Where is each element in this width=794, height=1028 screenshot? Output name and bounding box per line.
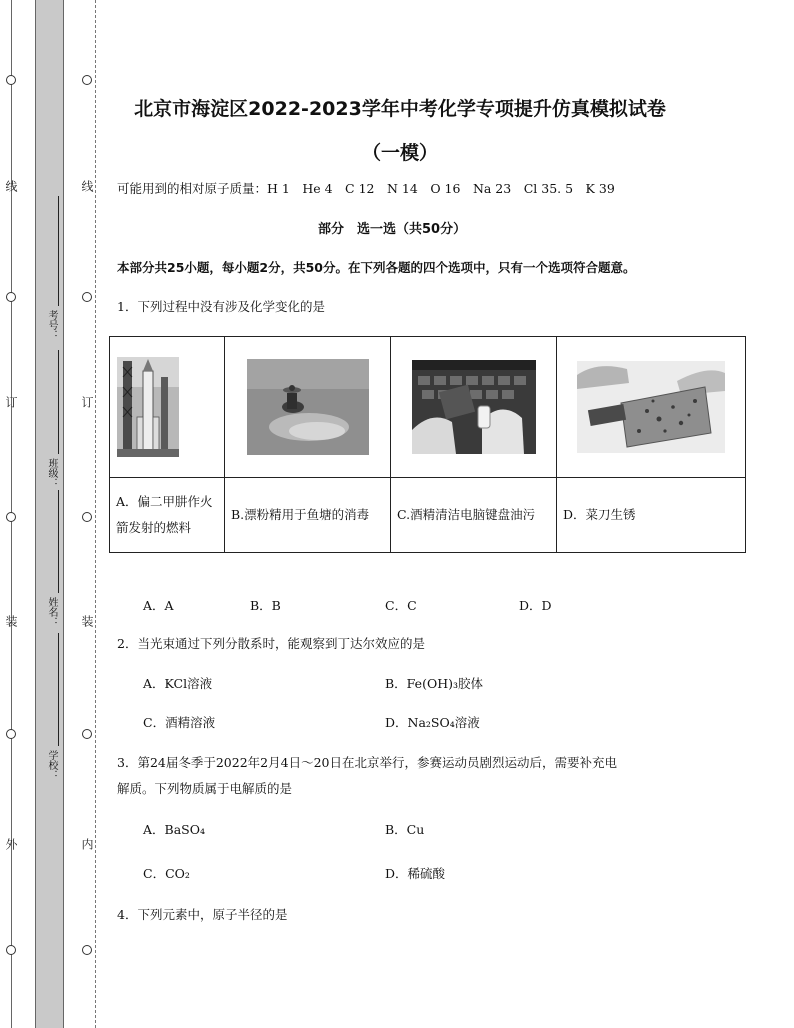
table-cell-option-c bbox=[391, 478, 557, 553]
margin-char-ding-inner: 订 bbox=[80, 396, 94, 408]
field-line-exam-number[interactable] bbox=[58, 196, 59, 306]
punch-hole bbox=[6, 75, 16, 85]
keyboard-cleaning-image bbox=[412, 360, 536, 454]
cut-dashed-line bbox=[95, 0, 96, 1028]
section-heading: 部分 选一选（共50分） bbox=[318, 222, 467, 237]
field-label-class: 班级： bbox=[46, 458, 57, 488]
punch-hole bbox=[82, 945, 92, 955]
table-cell-option-b bbox=[225, 478, 391, 553]
punch-hole bbox=[6, 292, 16, 302]
question-3-stem-line-2: 解质。下列物质属于电解质的是 bbox=[117, 781, 293, 796]
q3-option-a[interactable]: A．BaSO₄ bbox=[143, 822, 205, 837]
margin-char-wai-outer: 外 bbox=[4, 838, 18, 850]
table-cell-text-b: B.漂粉精用于鱼塘的消毒 bbox=[231, 507, 370, 522]
field-line-class[interactable] bbox=[58, 350, 59, 454]
q3-option-c[interactable]: C．CO₂ bbox=[143, 866, 190, 881]
atomic-mass-note: 可能用到的相对原子质量：H 1 He 4 C 12 N 14 O 16 Na 23 Cl 35. 5 K 39 bbox=[117, 181, 615, 196]
margin-char-nei-inner: 内 bbox=[80, 838, 94, 850]
punch-hole bbox=[6, 729, 16, 739]
field-line-name[interactable] bbox=[58, 490, 59, 593]
punch-hole bbox=[82, 75, 92, 85]
binding-margin bbox=[0, 0, 100, 1028]
question-4-stem: 4．下列元素中，原子半径的是 bbox=[117, 907, 288, 922]
field-label-name: 姓名： bbox=[46, 597, 57, 627]
table-cell-text-a: A．偏二甲肼作火箭发射的燃料 bbox=[116, 494, 213, 535]
q1-option-b[interactable]: B．B bbox=[250, 598, 281, 613]
paper-title: 北京市海淀区2022-2023学年中考化学专项提升仿真模拟试卷 bbox=[134, 98, 666, 120]
binding-band bbox=[35, 0, 64, 1028]
table-cell-image-a bbox=[110, 337, 225, 478]
q3-option-d[interactable]: D．稀硫酸 bbox=[385, 866, 446, 881]
question-3-stem-line-1: 3．第24届冬季于2022年2月4日～20日在北京举行，参赛运动员剧烈运动后，需要补充电 bbox=[117, 755, 617, 770]
question-1-table bbox=[109, 336, 746, 553]
field-line-school[interactable] bbox=[58, 633, 59, 746]
question-2-stem: 2．当光束通过下列分散系时，能观察到丁达尔效应的是 bbox=[117, 636, 425, 651]
table-cell-text-c: C.酒精清洁电脑键盘油污 bbox=[397, 507, 536, 522]
table-cell-image-c bbox=[391, 337, 557, 478]
q3-option-b[interactable]: B．Cu bbox=[385, 822, 425, 837]
q2-option-c[interactable]: C．酒精溶液 bbox=[143, 715, 216, 730]
margin-char-xian-outer: 线 bbox=[4, 180, 18, 192]
q1-option-a[interactable]: A．A bbox=[143, 598, 174, 613]
rocket-launch-image bbox=[117, 357, 179, 457]
q2-option-d[interactable]: D．Na₂SO₄溶液 bbox=[385, 715, 480, 730]
q1-option-c[interactable]: C．C bbox=[385, 598, 417, 613]
margin-char-zhuang-outer: 装 bbox=[4, 615, 18, 627]
punch-hole bbox=[82, 292, 92, 302]
margin-char-zhuang-inner: 装 bbox=[80, 615, 94, 627]
question-1-stem: 1．下列过程中没有涉及化学变化的是 bbox=[117, 299, 325, 314]
punch-hole bbox=[6, 512, 16, 522]
field-label-school: 学校： bbox=[46, 750, 57, 780]
table-cell-option-d bbox=[557, 478, 746, 553]
fish-pond-disinfection-image bbox=[247, 359, 369, 455]
punch-hole bbox=[82, 512, 92, 522]
table-cell-image-b bbox=[225, 337, 391, 478]
q2-option-b[interactable]: B．Fe(OH)₃胶体 bbox=[385, 676, 483, 691]
section-instruction: 本部分共25小题，每小题2分，共50分。在下列各题的四个选项中，只有一个选项符合题意。 bbox=[117, 260, 636, 275]
q2-option-a[interactable]: A．KCl溶液 bbox=[143, 676, 213, 691]
punch-hole bbox=[82, 729, 92, 739]
punch-hole bbox=[6, 945, 16, 955]
rusty-knife-image bbox=[577, 361, 725, 453]
paper-subtitle: （一模） bbox=[361, 142, 438, 164]
margin-char-xian-inner: 线 bbox=[80, 180, 94, 192]
field-label-exam-number: 考号： bbox=[46, 310, 57, 340]
table-cell-image-d bbox=[557, 337, 746, 478]
table-cell-text-d: D．菜刀生锈 bbox=[563, 507, 636, 522]
q1-option-d[interactable]: D．D bbox=[519, 598, 552, 613]
table-cell-option-a bbox=[110, 478, 225, 553]
margin-char-ding-outer: 订 bbox=[4, 396, 18, 408]
